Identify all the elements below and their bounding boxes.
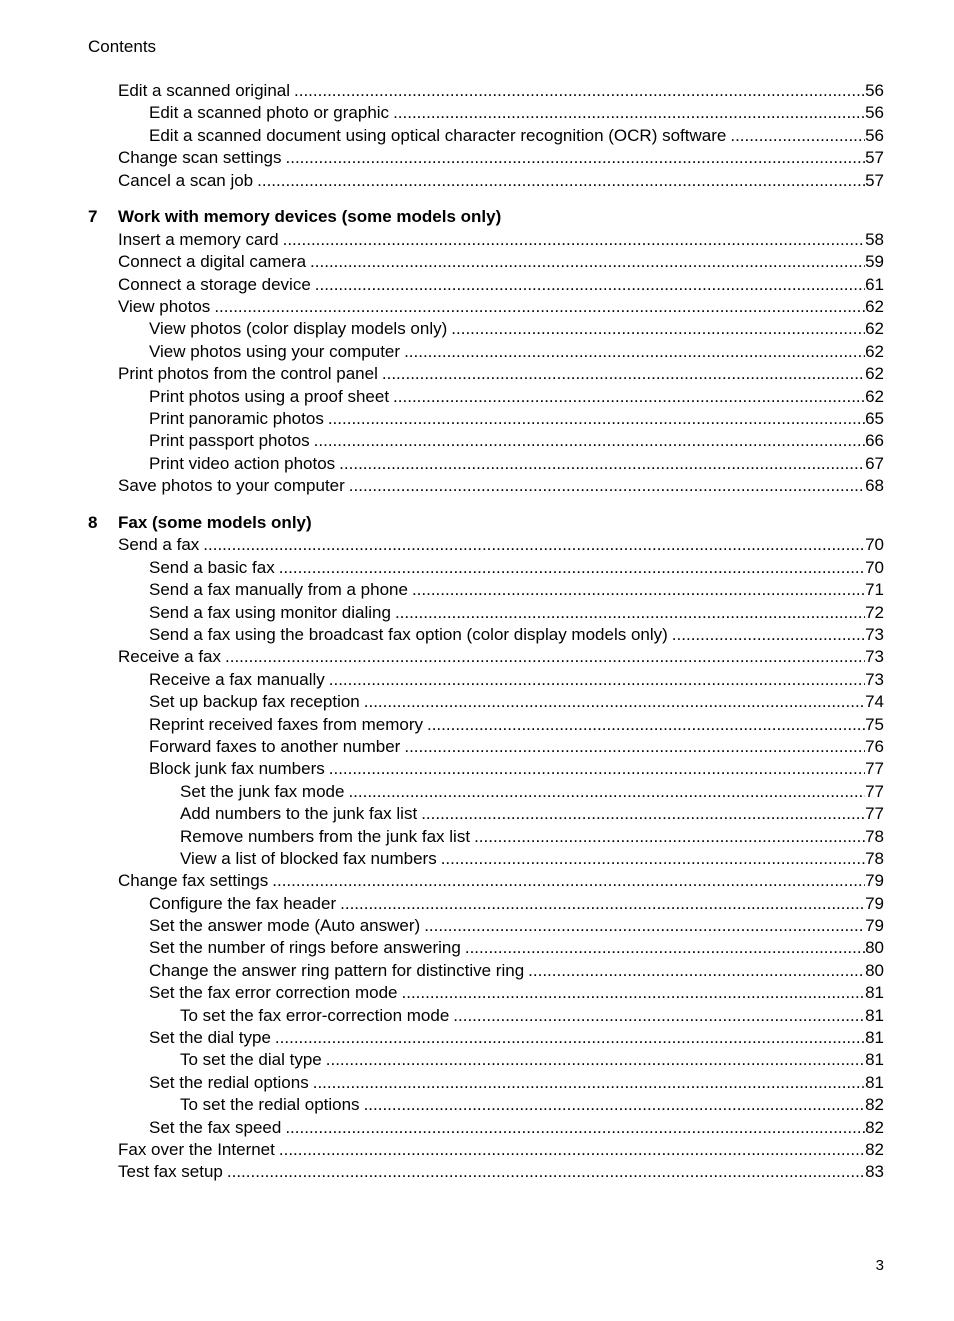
dot-leader	[340, 893, 865, 915]
toc-entry[interactable]	[88, 1027, 884, 1049]
dot-leader	[421, 803, 865, 825]
toc-entry-title: Connect a storage device	[118, 274, 311, 294]
toc-entry-title: Print passport photos	[149, 431, 310, 451]
toc-entry-title: To set the redial options	[180, 1095, 360, 1115]
dot-leader	[364, 691, 865, 713]
page-number: 3	[875, 1257, 884, 1274]
toc-entry[interactable]	[88, 1161, 884, 1183]
toc-entry[interactable]	[88, 147, 884, 169]
toc-entry-title: Configure the fax header	[149, 893, 337, 913]
toc-entry-page: 65	[865, 408, 884, 428]
chapter-number: 7	[88, 207, 98, 227]
toc-entry-title: Reprint received faxes from memory	[149, 714, 423, 734]
toc-entry-title: Set the fax speed	[149, 1117, 282, 1137]
toc-entry[interactable]	[88, 982, 884, 1004]
toc-entry-page: 81	[865, 1072, 884, 1092]
toc-entry-title: Forward faxes to another number	[149, 736, 401, 756]
toc-entry-page: 80	[865, 960, 884, 980]
toc-entry-title: To set the dial type	[180, 1050, 322, 1070]
toc-entry-title: Send a basic fax	[149, 557, 275, 577]
dot-leader	[474, 826, 865, 848]
dot-leader	[279, 1139, 865, 1161]
dot-leader	[404, 736, 865, 758]
toc-entry-title: Test fax setup	[118, 1162, 223, 1182]
toc-entry[interactable]	[88, 646, 884, 668]
toc-entry-title: Save photos to your computer	[118, 476, 345, 496]
toc-section	[88, 80, 884, 192]
dot-leader	[257, 170, 865, 192]
toc-entry-page: 62	[865, 364, 884, 384]
toc-entry[interactable]	[88, 714, 884, 736]
toc-entry[interactable]	[88, 1139, 884, 1161]
toc-entry-page: 77	[865, 759, 884, 779]
dot-leader	[402, 982, 866, 1004]
toc-entry[interactable]	[88, 758, 884, 780]
toc-entry-page: 76	[865, 736, 884, 756]
toc-entry[interactable]	[88, 781, 884, 803]
toc-entry-page: 57	[865, 148, 884, 168]
dot-leader	[339, 453, 865, 475]
toc-entry-title: Send a fax using the broadcast fax option (color display models only)	[149, 624, 668, 644]
toc-entry[interactable]	[88, 430, 884, 452]
toc-entry-page: 79	[865, 916, 884, 936]
toc-entry[interactable]	[88, 557, 884, 579]
toc-entry-page: 62	[865, 319, 884, 339]
dot-leader	[730, 125, 865, 147]
chapter-heading	[88, 206, 884, 228]
toc-entry[interactable]	[88, 893, 884, 915]
toc-entry-title: Send a fax	[118, 535, 200, 555]
chapter-heading	[88, 512, 884, 534]
toc-entry-page: 81	[865, 1050, 884, 1070]
toc-entry-title: Print photos from the control panel	[118, 364, 378, 384]
toc-entry-title: Receive a fax manually	[149, 669, 325, 689]
dot-leader	[272, 870, 865, 892]
toc-entry-page: 82	[865, 1139, 884, 1159]
toc-entry-title: View photos (color display models only)	[149, 319, 448, 339]
toc-entry-title: Block junk fax numbers	[149, 759, 325, 779]
toc-entry-title: Connect a digital camera	[118, 252, 307, 272]
toc-entry[interactable]	[88, 691, 884, 713]
toc-entry-title: Insert a memory card	[118, 229, 279, 249]
toc-entry-title: View photos	[118, 297, 211, 317]
toc-entry-title: Set up backup fax reception	[149, 692, 360, 712]
dot-leader	[453, 1005, 865, 1027]
dot-leader	[313, 1072, 865, 1094]
toc-entry[interactable]	[88, 669, 884, 691]
toc-entry-page: 62	[865, 386, 884, 406]
chapter-number: 8	[88, 513, 98, 533]
toc-entry-page: 79	[865, 893, 884, 913]
toc-section	[88, 512, 884, 1184]
toc-entry[interactable]	[88, 274, 884, 296]
toc-entry-title: To set the fax error-correction mode	[180, 1005, 450, 1025]
toc-entry-page: 72	[865, 602, 884, 622]
toc-entry[interactable]	[88, 848, 884, 870]
toc-entry[interactable]	[88, 125, 884, 147]
toc-entry[interactable]	[88, 803, 884, 825]
dot-leader	[528, 960, 865, 982]
toc-entry-page: 68	[865, 476, 884, 496]
toc-entry-page: 59	[865, 252, 884, 272]
toc-entry-title: Print video action photos	[149, 453, 336, 473]
dot-leader	[310, 251, 865, 273]
dot-leader	[314, 430, 865, 452]
toc-entry-title: Set the number of rings before answering	[149, 938, 461, 958]
toc-entry-title: Add numbers to the junk fax list	[180, 804, 418, 824]
toc-entry-page: 56	[865, 125, 884, 145]
toc-entry[interactable]	[88, 870, 884, 892]
toc-entry-page: 56	[865, 81, 884, 100]
toc-entry-page: 70	[865, 557, 884, 577]
toc-entry-title: Edit a scanned document using optical character recognition (OCR) software	[149, 125, 727, 145]
dot-leader	[329, 669, 865, 691]
toc-entry-title: Set the fax error correction mode	[149, 983, 398, 1003]
toc-entry-page: 81	[865, 1005, 884, 1025]
toc-entry[interactable]	[88, 341, 884, 363]
dot-leader	[348, 781, 865, 803]
toc-entry-title: View photos using your computer	[149, 341, 401, 361]
toc-entry[interactable]	[88, 296, 884, 318]
toc-entry-title: Edit a scanned photo or graphic	[149, 103, 390, 123]
toc-entry-title: Edit a scanned original	[118, 81, 291, 100]
dot-leader	[286, 147, 866, 169]
toc-entry-title: Set the junk fax mode	[180, 781, 345, 801]
table-of-contents	[88, 80, 884, 1184]
toc-entry[interactable]	[88, 363, 884, 385]
toc-entry-title: Send a fax manually from a phone	[149, 580, 408, 600]
toc-entry-page: 83	[865, 1162, 884, 1182]
dot-leader	[672, 624, 865, 646]
dot-leader	[465, 937, 865, 959]
toc-entry-page: 66	[865, 431, 884, 451]
toc-entry[interactable]	[88, 475, 884, 497]
toc-entry-page: 80	[865, 938, 884, 958]
dot-leader	[393, 386, 865, 408]
toc-entry[interactable]	[88, 1005, 884, 1027]
dot-leader	[424, 915, 865, 937]
toc-entry[interactable]	[88, 915, 884, 937]
toc-entry-page: 62	[865, 341, 884, 361]
toc-entry-page: 56	[865, 103, 884, 123]
toc-entry[interactable]	[88, 102, 884, 124]
toc-entry-title: Print panoramic photos	[149, 408, 324, 428]
toc-entry[interactable]	[88, 960, 884, 982]
dot-leader	[329, 758, 865, 780]
toc-entry-page: 61	[865, 274, 884, 294]
toc-entry-title: Change scan settings	[118, 148, 282, 168]
toc-entry[interactable]	[88, 229, 884, 251]
toc-entry-page: 75	[865, 714, 884, 734]
toc-entry-page: 73	[865, 647, 884, 667]
toc-entry-page: 77	[865, 781, 884, 801]
toc-entry-title: Print photos using a proof sheet	[149, 386, 390, 406]
page-header-title: Contents	[88, 37, 157, 56]
toc-entry-page: 77	[865, 804, 884, 824]
toc-entry[interactable]	[88, 318, 884, 340]
dot-leader	[285, 1117, 865, 1139]
dot-leader	[412, 579, 865, 601]
toc-entry[interactable]	[88, 1117, 884, 1139]
toc-entry-title: Send a fax using monitor dialing	[149, 602, 391, 622]
toc-entry-title: Set the dial type	[149, 1028, 271, 1048]
toc-entry-page: 57	[865, 170, 884, 190]
toc-entry-page: 58	[865, 229, 884, 249]
toc-entry[interactable]	[88, 579, 884, 601]
toc-entry-page: 73	[865, 624, 884, 644]
dot-leader	[214, 296, 865, 318]
toc-section	[88, 206, 884, 497]
dot-leader	[364, 1094, 866, 1116]
toc-entry[interactable]	[88, 1094, 884, 1116]
toc-entry[interactable]	[88, 80, 884, 102]
dot-leader	[349, 475, 865, 497]
toc-entry[interactable]	[88, 736, 884, 758]
toc-entry-title: View a list of blocked fax numbers	[180, 848, 437, 868]
toc-entry-title: Change the answer ring pattern for distinctive ring	[149, 960, 525, 980]
dot-leader	[395, 602, 865, 624]
toc-entry-page: 73	[865, 669, 884, 689]
dot-leader	[393, 102, 865, 124]
toc-entry-title: Receive a fax	[118, 647, 221, 667]
dot-leader	[225, 646, 865, 668]
toc-entry-page: 62	[865, 297, 884, 317]
toc-entry-title: Set the redial options	[149, 1072, 309, 1092]
toc-entry-page: 82	[865, 1117, 884, 1137]
dot-leader	[328, 408, 865, 430]
toc-entry-page: 70	[865, 535, 884, 555]
toc-entry[interactable]	[88, 624, 884, 646]
toc-entry[interactable]	[88, 1049, 884, 1071]
dot-leader	[275, 1027, 865, 1049]
dot-leader	[427, 714, 865, 736]
toc-entry-page: 71	[865, 580, 884, 600]
dot-leader	[283, 229, 865, 251]
toc-entry-title: Fax over the Internet	[118, 1139, 275, 1159]
dot-leader	[279, 557, 865, 579]
toc-entry-title: Change fax settings	[118, 871, 269, 891]
dot-leader	[441, 848, 865, 870]
dot-leader	[451, 318, 865, 340]
dot-leader	[294, 80, 865, 102]
dot-leader	[315, 274, 865, 296]
toc-entry-page: 78	[865, 826, 884, 846]
toc-entry-page: 67	[865, 453, 884, 473]
dot-leader	[382, 363, 865, 385]
dot-leader	[326, 1049, 865, 1071]
toc-entry-page: 79	[865, 871, 884, 891]
toc-entry-page: 81	[865, 1028, 884, 1048]
toc-entry-page: 81	[865, 983, 884, 1003]
chapter-title: Work with memory devices (some models only)	[118, 207, 502, 227]
toc-entry-page: 74	[865, 692, 884, 712]
toc-entry-page: 82	[865, 1095, 884, 1115]
toc-entry-title: Cancel a scan job	[118, 170, 254, 190]
toc-entry[interactable]	[88, 251, 884, 273]
chapter-title: Fax (some models only)	[118, 513, 312, 533]
toc-entry-page: 78	[865, 848, 884, 868]
dot-leader	[227, 1161, 865, 1183]
toc-entry-title: Remove numbers from the junk fax list	[180, 826, 471, 846]
toc-entry[interactable]	[88, 453, 884, 475]
toc-entry[interactable]	[88, 602, 884, 624]
toc-entry[interactable]	[88, 937, 884, 959]
toc-entry[interactable]	[88, 408, 884, 430]
toc-entry[interactable]	[88, 826, 884, 848]
dot-leader	[404, 341, 865, 363]
toc-entry[interactable]	[88, 1072, 884, 1094]
dot-leader	[203, 534, 865, 556]
toc-entry[interactable]	[88, 170, 884, 192]
toc-entry[interactable]	[88, 534, 884, 556]
toc-entry-title: Set the answer mode (Auto answer)	[149, 916, 421, 936]
toc-entry[interactable]	[88, 386, 884, 408]
